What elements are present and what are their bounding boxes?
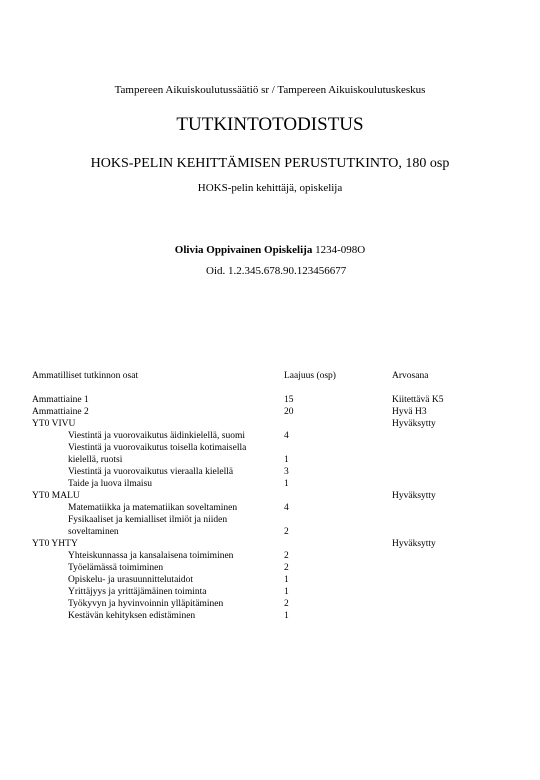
row-name: soveltaminen	[68, 527, 119, 537]
table-header	[32, 370, 512, 394]
row-name: YT0 MALU	[32, 491, 80, 501]
document-title: TUTKINTOTODISTUS	[176, 114, 364, 135]
table-row	[32, 442, 512, 454]
table-row	[32, 514, 512, 526]
row-name: Yhteiskunnassa ja kansalaisena toimiminen	[68, 551, 234, 561]
row-name: kielellä, ruotsi	[68, 455, 123, 465]
row-name: YT0 VIVU	[32, 419, 76, 429]
row-grade: Hyvä H3	[392, 407, 427, 417]
table-row	[32, 598, 512, 610]
student-line	[0, 244, 540, 256]
row-name: Kestävän kehityksen edistäminen	[68, 611, 196, 621]
row-name: Fysikaaliset ja kemialliset ilmiöt ja niiden	[68, 515, 228, 525]
header-grade: Arvosana	[392, 371, 429, 381]
row-scope: 15	[284, 395, 294, 405]
row-name: Matematiikka ja matematiikan soveltaminen	[68, 503, 238, 513]
row-name: Opiskelu- ja urasuunnittelutaidot	[68, 575, 194, 585]
table-row	[32, 538, 512, 550]
row-scope: 1	[284, 575, 289, 585]
organization-name: Tampereen Aikuiskoulutussäätiö sr / Tampereen Aikuiskoulutuskeskus	[114, 84, 426, 96]
row-scope: 2	[284, 551, 289, 561]
row-scope: 1	[284, 479, 289, 489]
table-row	[32, 406, 512, 418]
table-row	[32, 562, 512, 574]
row-scope: 1	[284, 587, 289, 597]
table-row	[32, 430, 512, 442]
row-grade: Hyväksytty	[392, 419, 436, 429]
table-row	[32, 394, 512, 406]
row-scope: 3	[284, 467, 289, 477]
row-scope: 1	[284, 455, 289, 465]
row-name: Viestintä ja vuorovaikutus vieraalla kielellä	[68, 467, 234, 477]
table-row	[32, 466, 512, 478]
degree-role: HOKS-pelin kehittäjä, opiskelija	[197, 182, 343, 194]
row-name: Yrittäjyys ja yrittäjämäinen toiminta	[68, 587, 207, 597]
table-row	[32, 526, 512, 538]
table-row	[32, 418, 512, 430]
row-name: Taide ja luova ilmaisu	[68, 479, 153, 489]
row-scope: 4	[284, 503, 289, 513]
row-grade: Kiitettävä K5	[392, 395, 444, 405]
row-name: Ammattiaine 2	[32, 407, 89, 417]
table-row	[32, 610, 512, 622]
row-scope: 1	[284, 611, 289, 621]
header-scope: Laajuus (osp)	[284, 371, 336, 381]
row-scope: 2	[284, 563, 289, 573]
student-oid: Oid. 1.2.345.678.90.123456677	[206, 265, 347, 277]
table-body	[32, 394, 512, 622]
row-name: Työkyvyn ja hyvinvoinnin ylläpitäminen	[68, 599, 224, 609]
row-grade: Hyväksytty	[392, 539, 436, 549]
row-name: Viestintä ja vuorovaikutus toisella kotimaisella	[68, 443, 247, 453]
row-grade: Hyväksytty	[392, 491, 436, 501]
table-row	[32, 478, 512, 490]
table-row	[32, 574, 512, 586]
table-row	[32, 586, 512, 598]
header-parts: Ammatilliset tutkinnon osat	[32, 371, 139, 381]
row-scope: 4	[284, 431, 289, 441]
student-name: Olivia Oppivainen Opiskelija	[174, 244, 313, 256]
row-name: Ammattiaine 1	[32, 395, 89, 405]
row-name: Työelämässä toimiminen	[68, 563, 164, 573]
grades-table	[32, 370, 512, 622]
degree-title: HOKS-PELIN KEHITTÄMISEN PERUSTUTKINTO, 180 osp	[90, 156, 450, 171]
table-row	[32, 490, 512, 502]
row-scope: 2	[284, 527, 289, 537]
table-row	[32, 502, 512, 514]
row-name: YT0 YHTY	[32, 539, 78, 549]
row-scope: 20	[284, 407, 294, 417]
student-id: 1234-098O	[315, 244, 366, 256]
table-row	[32, 550, 512, 562]
row-scope: 2	[284, 599, 289, 609]
row-name: Viestintä ja vuorovaikutus äidinkielellä, suomi	[68, 431, 245, 441]
table-row	[32, 454, 512, 466]
